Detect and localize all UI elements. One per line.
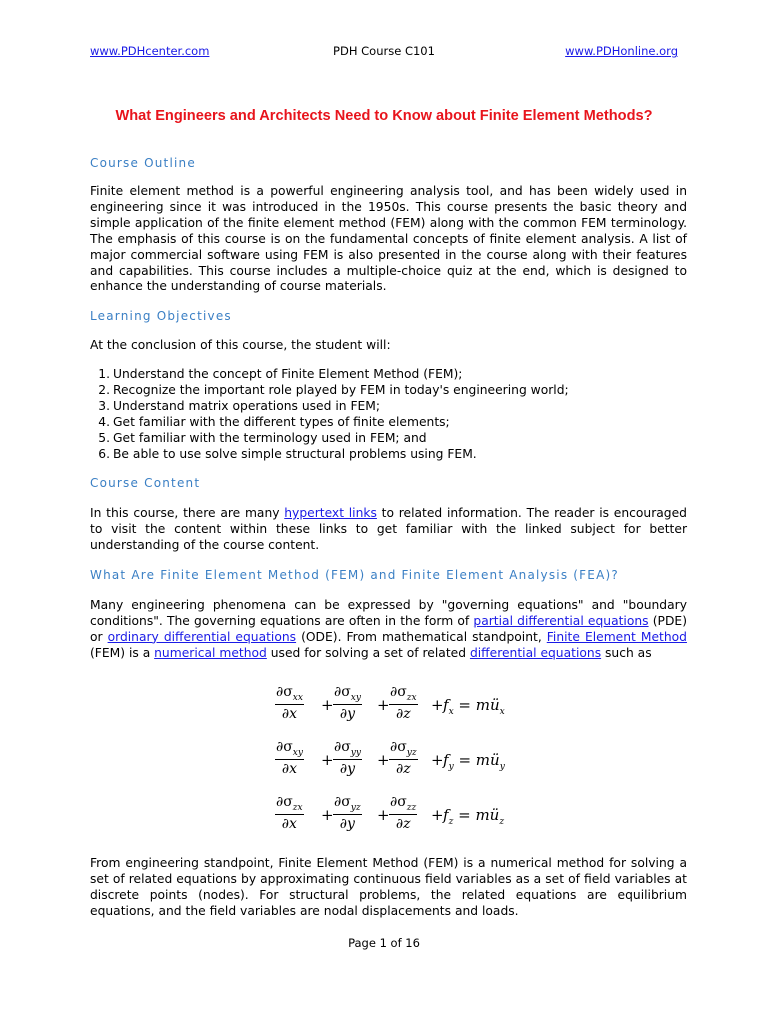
- fem-fea-heading: What Are Finite Element Method (FEM) and Finite Element Analysis (FEA)?: [90, 568, 619, 582]
- document-title: What Engineers and Architects Need to Know about Finite Element Methods?: [115, 108, 653, 124]
- equilibrium-equation-y: [275, 739, 515, 791]
- plus-sign: +: [377, 806, 390, 824]
- objectives-intro: At the conclusion of this course, the student will:: [90, 338, 391, 352]
- objective-text: Understand the concept of Finite Element Method (FEM);: [113, 367, 463, 381]
- objective-item: [90, 367, 569, 383]
- fraction: $\partial\sigma_{yz}$ ∂y: [334, 794, 361, 832]
- fem-link[interactable]: Finite Element Method: [546, 629, 687, 644]
- objective-item: [90, 447, 569, 463]
- equilibrium-equation-x: [275, 684, 515, 736]
- fem-text-c: (ODE). From mathematical standpoint,: [296, 629, 547, 644]
- plus-sign: +: [321, 806, 334, 824]
- course-content-text: [90, 506, 687, 554]
- fem-intro-text: [90, 598, 687, 662]
- numerical-method-link[interactable]: numerical method: [154, 645, 267, 660]
- objective-number: 4.: [98, 414, 110, 429]
- equilibrium-equation-z: [275, 794, 515, 846]
- fraction: $\partial\sigma_{zx}$ ∂x: [276, 794, 303, 832]
- course-outline-heading: Course Outline: [90, 156, 196, 170]
- objective-number: 6.: [98, 446, 110, 461]
- equation-rhs: $f_x$ = $mü_x$: [443, 696, 505, 717]
- page-number: Page 1 of 16: [348, 936, 420, 950]
- objective-item: [90, 431, 569, 447]
- fraction: $\partial\sigma_{zx}$ ∂z: [390, 684, 417, 722]
- content-text-b: to related information. The reader is encouraged to visit the content within these links to get familiar with the linked subject for better understanding of the course content.: [90, 506, 687, 552]
- objective-text: Get familiar with the terminology used in FEM; and: [113, 430, 427, 445]
- plus-sign: +: [431, 751, 444, 769]
- objective-text: Be able to use solve simple structural problems using FEM.: [113, 446, 477, 461]
- equation-rhs: $f_y$ = $mü_y$: [443, 751, 505, 772]
- ode-link[interactable]: ordinary differential equations: [107, 629, 297, 644]
- plus-sign: +: [321, 696, 334, 714]
- objective-item: [90, 415, 569, 431]
- equation-rhs: $f_z$ = $mü_z$: [443, 806, 505, 827]
- content-text-a: In this course, there are many: [90, 506, 285, 520]
- objective-text: Recognize the important role played by FEM in today's engineering world;: [113, 382, 569, 397]
- fraction: $\partial\sigma_{xy}$ ∂x: [276, 739, 303, 777]
- objective-number: 5.: [98, 430, 110, 445]
- pde-link[interactable]: partial differential equations: [473, 613, 649, 628]
- page-header: [90, 44, 678, 60]
- plus-sign: +: [321, 751, 334, 769]
- objective-number: 3.: [98, 398, 110, 413]
- hypertext-links-link[interactable]: hypertext links: [284, 506, 377, 520]
- objective-text: Understand matrix operations used in FEM;: [113, 398, 381, 413]
- pdhonline-link[interactable]: www.PDHonline.org: [565, 44, 678, 58]
- objective-text: Get familiar with the different types of finite elements;: [113, 414, 450, 429]
- fraction: $\partial\sigma_{yy}$ ∂y: [334, 739, 361, 777]
- pdhcenter-link[interactable]: www.PDHcenter.com: [90, 44, 210, 58]
- fem-text-f: such as: [601, 645, 652, 660]
- fem-text-a: Many engineering phenomena can be expressed by "governing equations" and "boundary conditions". The governing equations are often in the form of: [90, 598, 687, 628]
- course-code: PDH Course C101: [333, 44, 435, 58]
- learning-objectives-heading: Learning Objectives: [90, 309, 232, 323]
- plus-sign: +: [377, 751, 390, 769]
- course-content-heading: Course Content: [90, 476, 201, 490]
- objectives-list: [90, 367, 569, 462]
- course-outline-text: Finite element method is a powerful engineering analysis tool, and has been widely used in engineering since it was introduced in the 1950s. This course presents the basic theory and simple application of the finite element method (FEM) along with the common FEM terminology. The emphasis of this course is on the fundamental concepts of finite element analysis. A list of major commercial software using FEM is also presented in the course along with their features and capabilities. This course includes a multiple-choice quiz at the end, which is designed to enhance the understanding of course materials.: [90, 184, 687, 294]
- objective-item: [90, 383, 569, 399]
- fraction: $\partial\sigma_{xx}$ ∂x: [276, 684, 303, 722]
- plus-sign: +: [431, 696, 444, 714]
- plus-sign: +: [377, 696, 390, 714]
- fraction: $\partial\sigma_{zz}$ ∂z: [390, 794, 417, 832]
- plus-sign: +: [431, 806, 444, 824]
- fraction: $\partial\sigma_{xy}$ ∂y: [334, 684, 361, 722]
- objective-number: 2.: [98, 382, 110, 397]
- fem-text-d: (FEM) is a: [90, 645, 155, 660]
- objective-number: 1.: [98, 367, 110, 381]
- objective-item: [90, 399, 569, 415]
- fem-text-b: (PDE) or: [90, 613, 687, 644]
- differential-equations-link[interactable]: differential equations: [469, 645, 602, 660]
- fraction: $\partial\sigma_{yz}$ ∂z: [390, 739, 417, 777]
- fem-text-e: used for solving a set of related: [266, 645, 470, 660]
- fem-engineering-text: From engineering standpoint, Finite Element Method (FEM) is a numerical method for solving a set of related equations by approximating continuous field variables as a set of field variables at discrete points (nodes). For structural problems, the related equations are equilibrium equations, and the field variables are nodal displacements and loads.: [90, 856, 687, 918]
